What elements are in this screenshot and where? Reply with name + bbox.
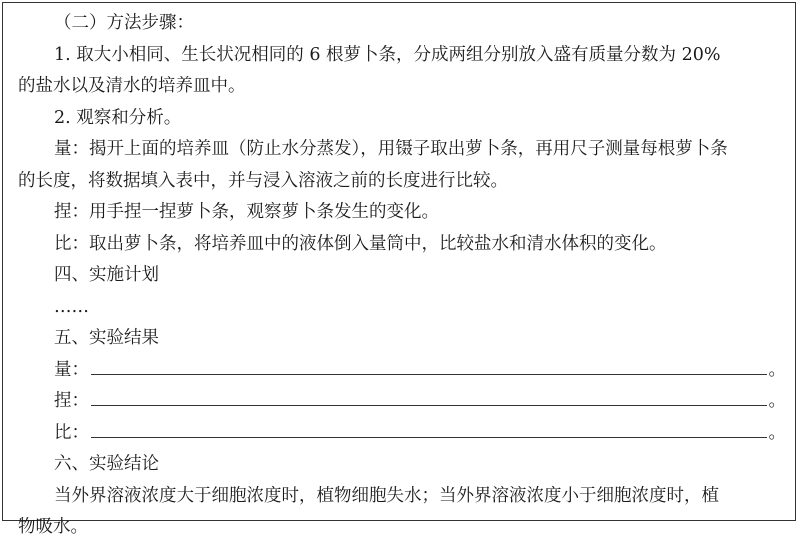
result-label-measure: 量： — [54, 359, 89, 380]
step1-text: 1. 取大小相同、生长状况相同的 6 根萝卜条，分成两组分别放入盛有质量分数为 20% — [54, 44, 721, 65]
result-end-pinch: 。 — [768, 391, 786, 411]
answer-blank-compare[interactable] — [91, 419, 767, 438]
pinch-text: 捏：用手捏一捏萝卜条，观察萝卜条发生的变化。 — [54, 202, 439, 222]
section6-heading: 六、实验结论 — [54, 454, 159, 474]
compare-text: 比：取出萝卜条，将培养皿中的液体倒入量筒中，比较盐水和清水体积的变化。 — [54, 233, 667, 254]
step1-text-cont: 的盐水以及清水的培养皿中。 — [18, 76, 246, 96]
result-label-compare: 比： — [54, 422, 89, 443]
measure-text: 量：揭开上面的培养皿（防止水分蒸发），用镊子取出萝卜条，再用尺子测量每根萝卜条 — [54, 139, 728, 159]
measure-text-cont: 的长度，将数据填入表中，并与浸入溶液之前的长度进行比较。 — [18, 170, 508, 191]
result-end-compare: 。 — [768, 422, 786, 443]
step2-text: 2. 观察和分析。 — [54, 107, 182, 128]
document-body — [18, 8, 786, 544]
answer-blank-pinch[interactable] — [91, 387, 767, 406]
answer-blank-measure[interactable] — [91, 356, 767, 375]
result-end-measure: 。 — [768, 359, 786, 380]
result-row-pinch — [18, 386, 786, 418]
result-label-pinch: 捏： — [54, 391, 89, 411]
section5-heading: 五、实验结果 — [54, 328, 159, 348]
ellipsis: …… — [54, 296, 89, 317]
conclusion-text-cont: 物吸水。 — [18, 517, 88, 537]
section4-heading: 四、实施计划 — [54, 265, 159, 285]
conclusion-text: 当外界溶液浓度大于细胞浓度时，植物细胞失水；当外界溶液浓度小于细胞浓度时，植 — [54, 485, 719, 506]
section-methods-heading: （二）方法步骤： — [54, 13, 194, 33]
result-row-compare — [18, 418, 786, 450]
result-row-measure — [18, 355, 786, 387]
